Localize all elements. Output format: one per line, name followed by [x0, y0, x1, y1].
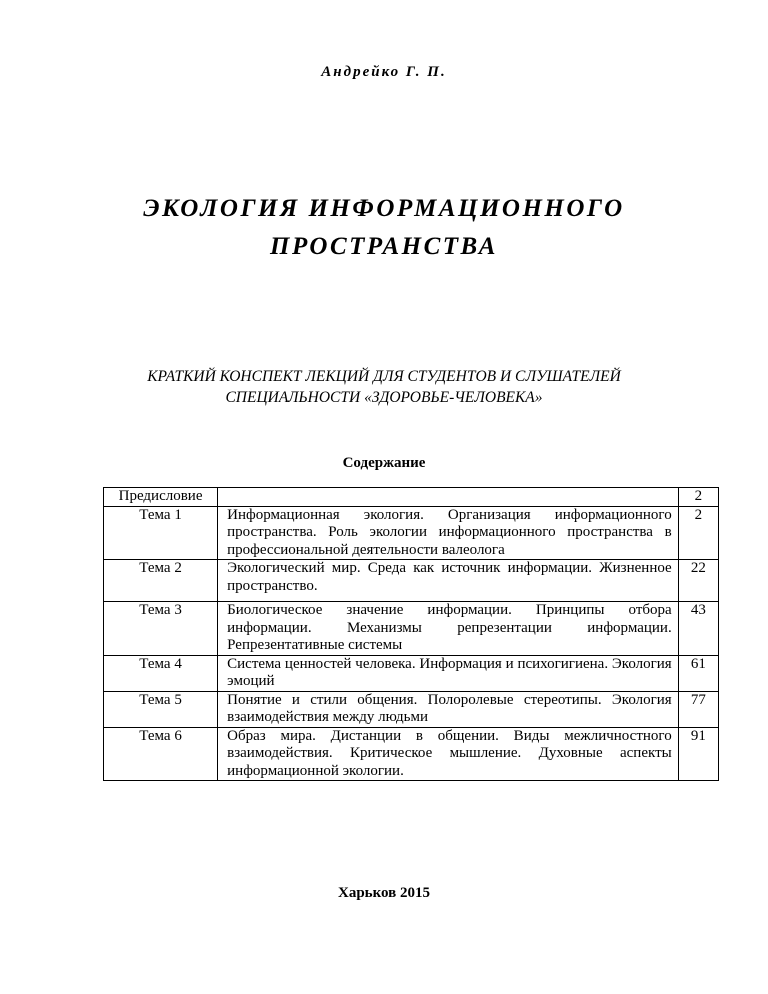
title-line-2: ПРОСТРАНСТВА — [270, 233, 498, 260]
subtitle-line-2: СПЕЦИАЛЬНОСТИ «ЗДОРОВЬЕ-ЧЕЛОВЕКА» — [225, 389, 543, 406]
toc-text: Образ мира. Дистанции в общении. Виды межличностного взаимодействия. Критическое мышление. Духовные аспекты информационной экологии. — [218, 727, 679, 781]
toc-text: Биологическое значение информации. Принципы отбора информации. Механизмы репрезентации информации. Репрезентативные системы — [218, 602, 679, 656]
toc-row — [104, 691, 719, 727]
toc-heading: Содержание — [342, 455, 426, 471]
toc-row — [104, 602, 719, 656]
subtitle-line-1: КРАТКИЙ КОНСПЕКТ ЛЕКЦИЙ ДЛЯ СТУДЕНТОВ И СЛУШАТЕЛЕЙ — [147, 368, 621, 385]
toc-label: Тема 1 — [104, 506, 218, 560]
city-year: Харьков 2015 — [337, 885, 431, 901]
toc-page: 61 — [678, 655, 718, 691]
toc-row — [104, 488, 719, 507]
document-title — [0, 190, 768, 266]
toc-text: Понятие и стили общения. Полоролевые стереотипы. Экология взаимодействия между людьми — [218, 691, 679, 727]
toc-text: Экологический мир. Среда как источник информации. Жизненное пространство. — [218, 560, 679, 602]
author: Андрейко Г. П. — [321, 64, 447, 80]
toc-label: Тема 2 — [104, 560, 218, 602]
toc-page: 77 — [678, 691, 718, 727]
toc-row — [104, 506, 719, 560]
toc-page: 2 — [678, 506, 718, 560]
toc-text — [218, 488, 679, 507]
toc-row — [104, 727, 719, 781]
toc-label: Тема 4 — [104, 655, 218, 691]
toc-page: 43 — [678, 602, 718, 656]
toc-label: Тема 5 — [104, 691, 218, 727]
title-line-1: ЭКОЛОГИЯ ИНФОРМАЦИОННОГО — [143, 195, 625, 222]
toc-page: 2 — [678, 488, 718, 507]
toc-label: Предисловие — [104, 488, 218, 507]
table-of-contents — [103, 487, 719, 781]
toc-row — [104, 655, 719, 691]
toc-text: Система ценностей человека. Информация и психогигиена. Экология эмоций — [218, 655, 679, 691]
toc-label: Тема 6 — [104, 727, 218, 781]
toc-row — [104, 560, 719, 602]
toc-text: Информационная экология. Организация информационного пространства. Роль экологии информационного пространства в профессиональной деятельности валеолога — [218, 506, 679, 560]
document-subtitle — [0, 366, 768, 408]
toc-label: Тема 3 — [104, 602, 218, 656]
toc-page: 22 — [678, 560, 718, 602]
toc-page: 91 — [678, 727, 718, 781]
